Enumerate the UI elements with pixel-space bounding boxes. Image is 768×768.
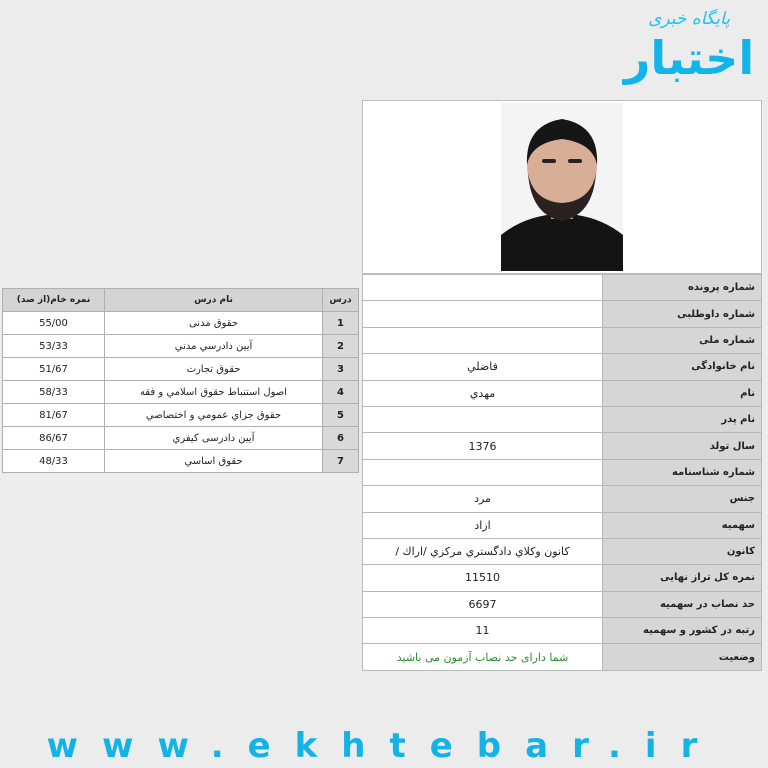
info-value: 11510 xyxy=(363,565,603,591)
info-label: نام پدر xyxy=(603,406,762,432)
info-value: کانون وکلاي دادگستري مرکزي /اراك / xyxy=(363,538,603,564)
course-score: 53/33 xyxy=(3,335,105,358)
info-value xyxy=(363,327,603,353)
brand-logo xyxy=(618,8,760,98)
info-row-status xyxy=(363,644,762,670)
candidate-info-table xyxy=(362,274,762,671)
info-label: شماره شناسنامه xyxy=(603,459,762,485)
course-index: 5 xyxy=(323,404,359,427)
course-name: حقوق جزاي عمومي و اختصاصي xyxy=(105,404,323,427)
info-label: شماره پرونده xyxy=(603,275,762,301)
course-name: حقوق تجارت xyxy=(105,358,323,381)
info-value xyxy=(363,459,603,485)
course-name: آيين دادرسي مدني xyxy=(105,335,323,358)
courses-table xyxy=(2,288,359,473)
info-label: حد نصاب در سهميه xyxy=(603,591,762,617)
course-name: حقوق اساسي xyxy=(105,450,323,473)
table-row xyxy=(3,358,359,381)
header-score: نمره خام(از صد) xyxy=(3,289,105,312)
info-row-birth-year xyxy=(363,433,762,459)
info-value: فاضلي xyxy=(363,354,603,380)
info-label: سهميه xyxy=(603,512,762,538)
course-score: 81/67 xyxy=(3,404,105,427)
photo-frame xyxy=(362,100,762,274)
course-index: 7 xyxy=(323,450,359,473)
info-row-last-name xyxy=(363,354,762,380)
website-url: www.ekhtebar.ir xyxy=(46,726,722,766)
course-index: 2 xyxy=(323,335,359,358)
info-row-quota-threshold xyxy=(363,591,762,617)
table-row xyxy=(3,450,359,473)
info-value: مهدي xyxy=(363,380,603,406)
info-label: کانون xyxy=(603,538,762,564)
info-row-file-number xyxy=(363,275,762,301)
info-row-id-number xyxy=(363,459,762,485)
header-index: درس xyxy=(323,289,359,312)
table-row xyxy=(3,312,359,335)
info-value: 11 xyxy=(363,618,603,644)
info-row-rank xyxy=(363,618,762,644)
course-score: 55/00 xyxy=(3,312,105,335)
brand-subtitle: پایگاه خبری xyxy=(648,9,730,29)
info-value xyxy=(363,406,603,432)
info-value: 1376 xyxy=(363,433,603,459)
courses-header-row xyxy=(3,289,359,312)
course-score: 86/67 xyxy=(3,427,105,450)
info-value: ازاد xyxy=(363,512,603,538)
info-value: 6697 xyxy=(363,591,603,617)
table-row xyxy=(3,404,359,427)
candidate-photo xyxy=(501,103,623,271)
course-index: 6 xyxy=(323,427,359,450)
info-row-bar-association xyxy=(363,538,762,564)
table-row xyxy=(3,381,359,404)
info-label: نام xyxy=(603,380,762,406)
course-name: آيين دادرسی کيفري xyxy=(105,427,323,450)
info-row-father-name xyxy=(363,406,762,432)
info-row-gender xyxy=(363,486,762,512)
info-row-national-id xyxy=(363,327,762,353)
course-score: 58/33 xyxy=(3,381,105,404)
course-index: 3 xyxy=(323,358,359,381)
table-row xyxy=(3,427,359,450)
course-name: اصول استنباط حقوق اسلامي و فقه xyxy=(105,381,323,404)
info-label: نمره کل تراز نهايی xyxy=(603,565,762,591)
info-row-applicant-number xyxy=(363,301,762,327)
course-name: حقوق مدنی xyxy=(105,312,323,335)
info-label: رتبه در کشور و سهميه xyxy=(603,618,762,644)
info-value: مرد xyxy=(363,486,603,512)
course-index: 4 xyxy=(323,381,359,404)
info-label: جنس xyxy=(603,486,762,512)
info-label: شماره ملی xyxy=(603,327,762,353)
info-row-final-score xyxy=(363,565,762,591)
profile-panel xyxy=(362,100,762,671)
info-value xyxy=(363,301,603,327)
table-row xyxy=(3,335,359,358)
info-row-quota xyxy=(363,512,762,538)
header-course-name: نام درس xyxy=(105,289,323,312)
course-score: 51/67 xyxy=(3,358,105,381)
person-portrait-icon xyxy=(501,103,623,271)
course-index: 1 xyxy=(323,312,359,335)
info-value xyxy=(363,275,603,301)
info-label: نام خانوادگی xyxy=(603,354,762,380)
info-row-first-name xyxy=(363,380,762,406)
info-label: شماره داوطلبی xyxy=(603,301,762,327)
info-label: سال تولد xyxy=(603,433,762,459)
info-label: وضعيت xyxy=(603,644,762,670)
course-score: 48/33 xyxy=(3,450,105,473)
status-message: شما دارای حد نصاب آزمون می باشيد xyxy=(363,644,603,670)
brand-name: اختبار xyxy=(623,31,755,85)
